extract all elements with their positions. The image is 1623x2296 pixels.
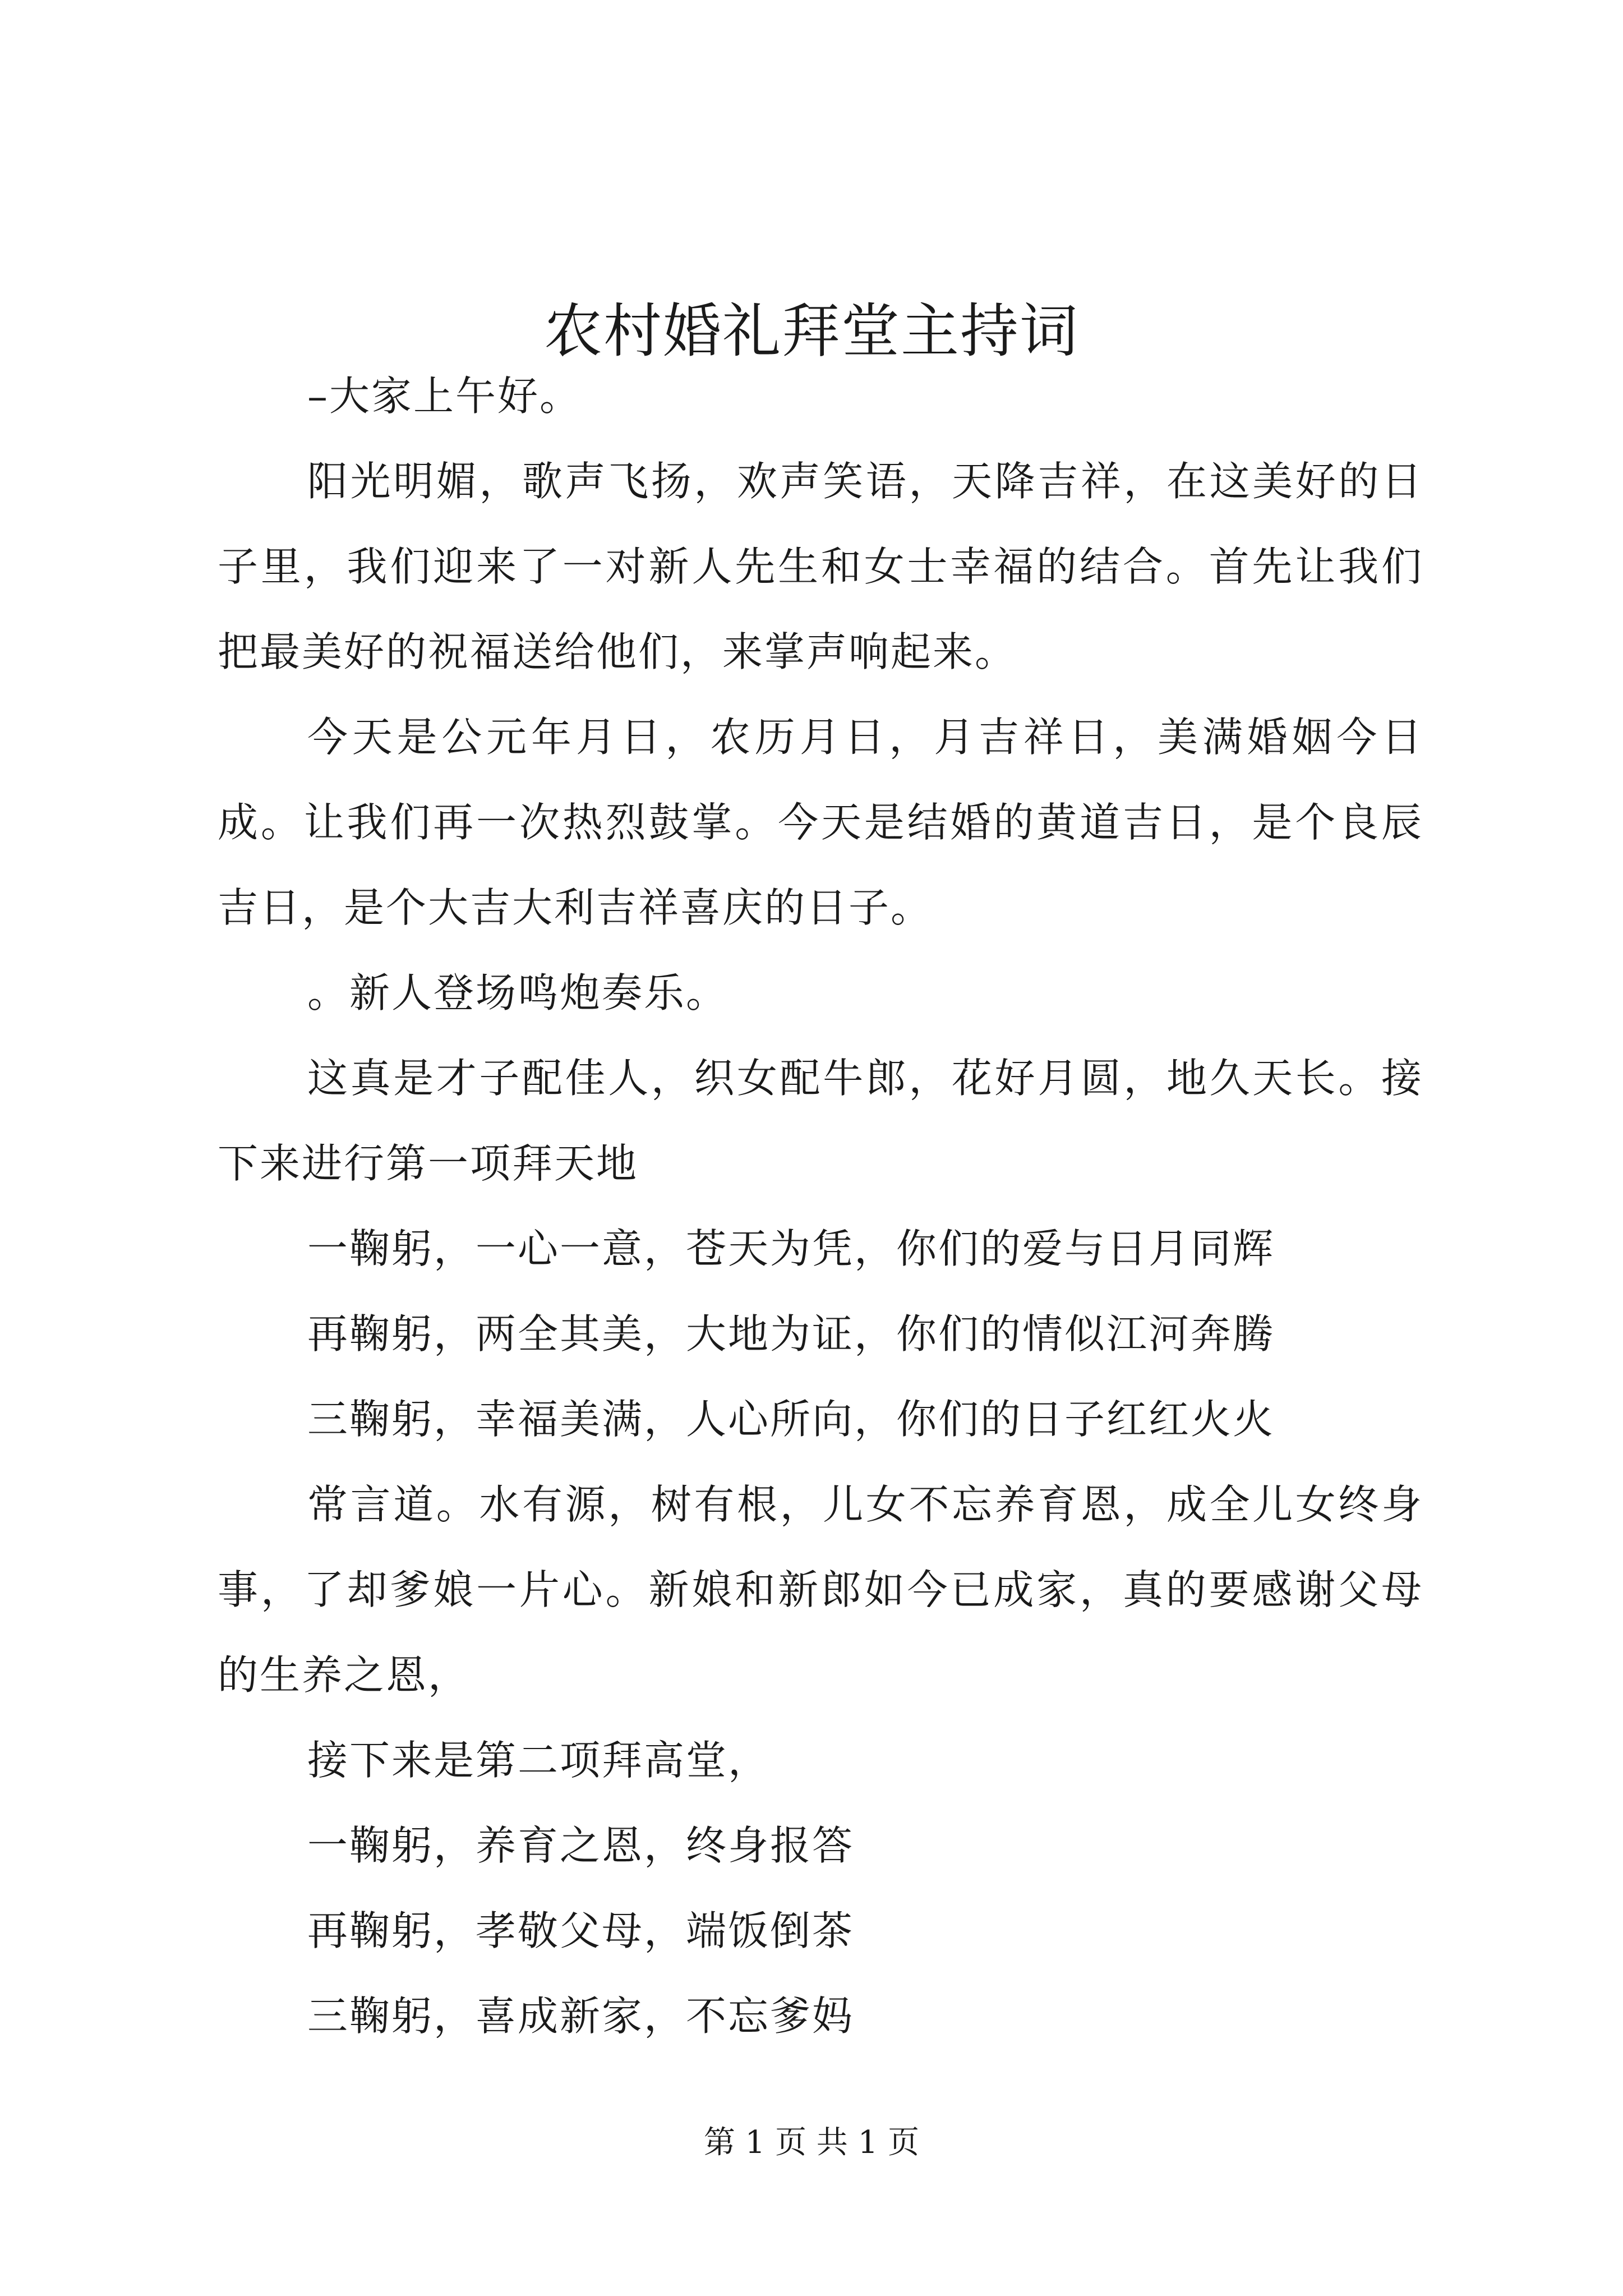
paragraph: 三鞠躬，喜成新家，不忘爹妈 (307, 1993, 855, 2040)
paragraph: 再鞠躬，孝敬父母，端饭倒茶 (307, 1907, 855, 1954)
page-footer: 第 1 页 共 1 页 (703, 2124, 920, 2161)
paragraph: 今天是公元年月日，农历月日，月吉祥日，美满婚姻今日成。让我们再一次热烈鼓掌。今天是结婚的黄道吉日，是个良辰吉日，是个大吉大利吉祥喜庆的日子。 (218, 714, 1423, 931)
paragraph: 常言道。水有源，树有根，儿女不忘养育恩，成全儿女终身事，了却爹娘一片心。新娘和新郎如今已成家，真的要感谢父母的生养之恩， (218, 1481, 1423, 1699)
paragraph: 阳光明媚，歌声飞扬，欢声笑语，天降吉祥，在这美好的日子里，我们迎来了一对新人先生和女士幸福的结合。首先让我们把最美好的祝福送给他们，来掌声响起来。 (218, 458, 1423, 675)
page-title: 农村婚礼拜堂主持词 (543, 297, 1079, 365)
paragraph: 一鞠躬，养育之恩，终身报答 (307, 1822, 855, 1869)
paragraph: 再鞠躬，两全其美，大地为证，你们的情似江河奔腾 (307, 1310, 1275, 1358)
paragraph: 一鞠躬，一心一意，苍天为凭，你们的爱与日月同辉 (307, 1225, 1275, 1272)
document-body (218, 353, 1423, 2059)
paragraph: 。新人登场鸣炮奏乐。 (307, 969, 728, 1016)
paragraph: 三鞠躬，幸福美满，人心所向，你们的日子红红火火 (307, 1396, 1275, 1443)
paragraph: 这真是才子配佳人，织女配牛郎，花好月圆，地久天长。接下来进行第一项拜天地 (218, 1055, 1423, 1187)
paragraph: –大家上午好。 (307, 372, 582, 420)
paragraph: 接下来是第二项拜高堂， (307, 1737, 771, 1784)
